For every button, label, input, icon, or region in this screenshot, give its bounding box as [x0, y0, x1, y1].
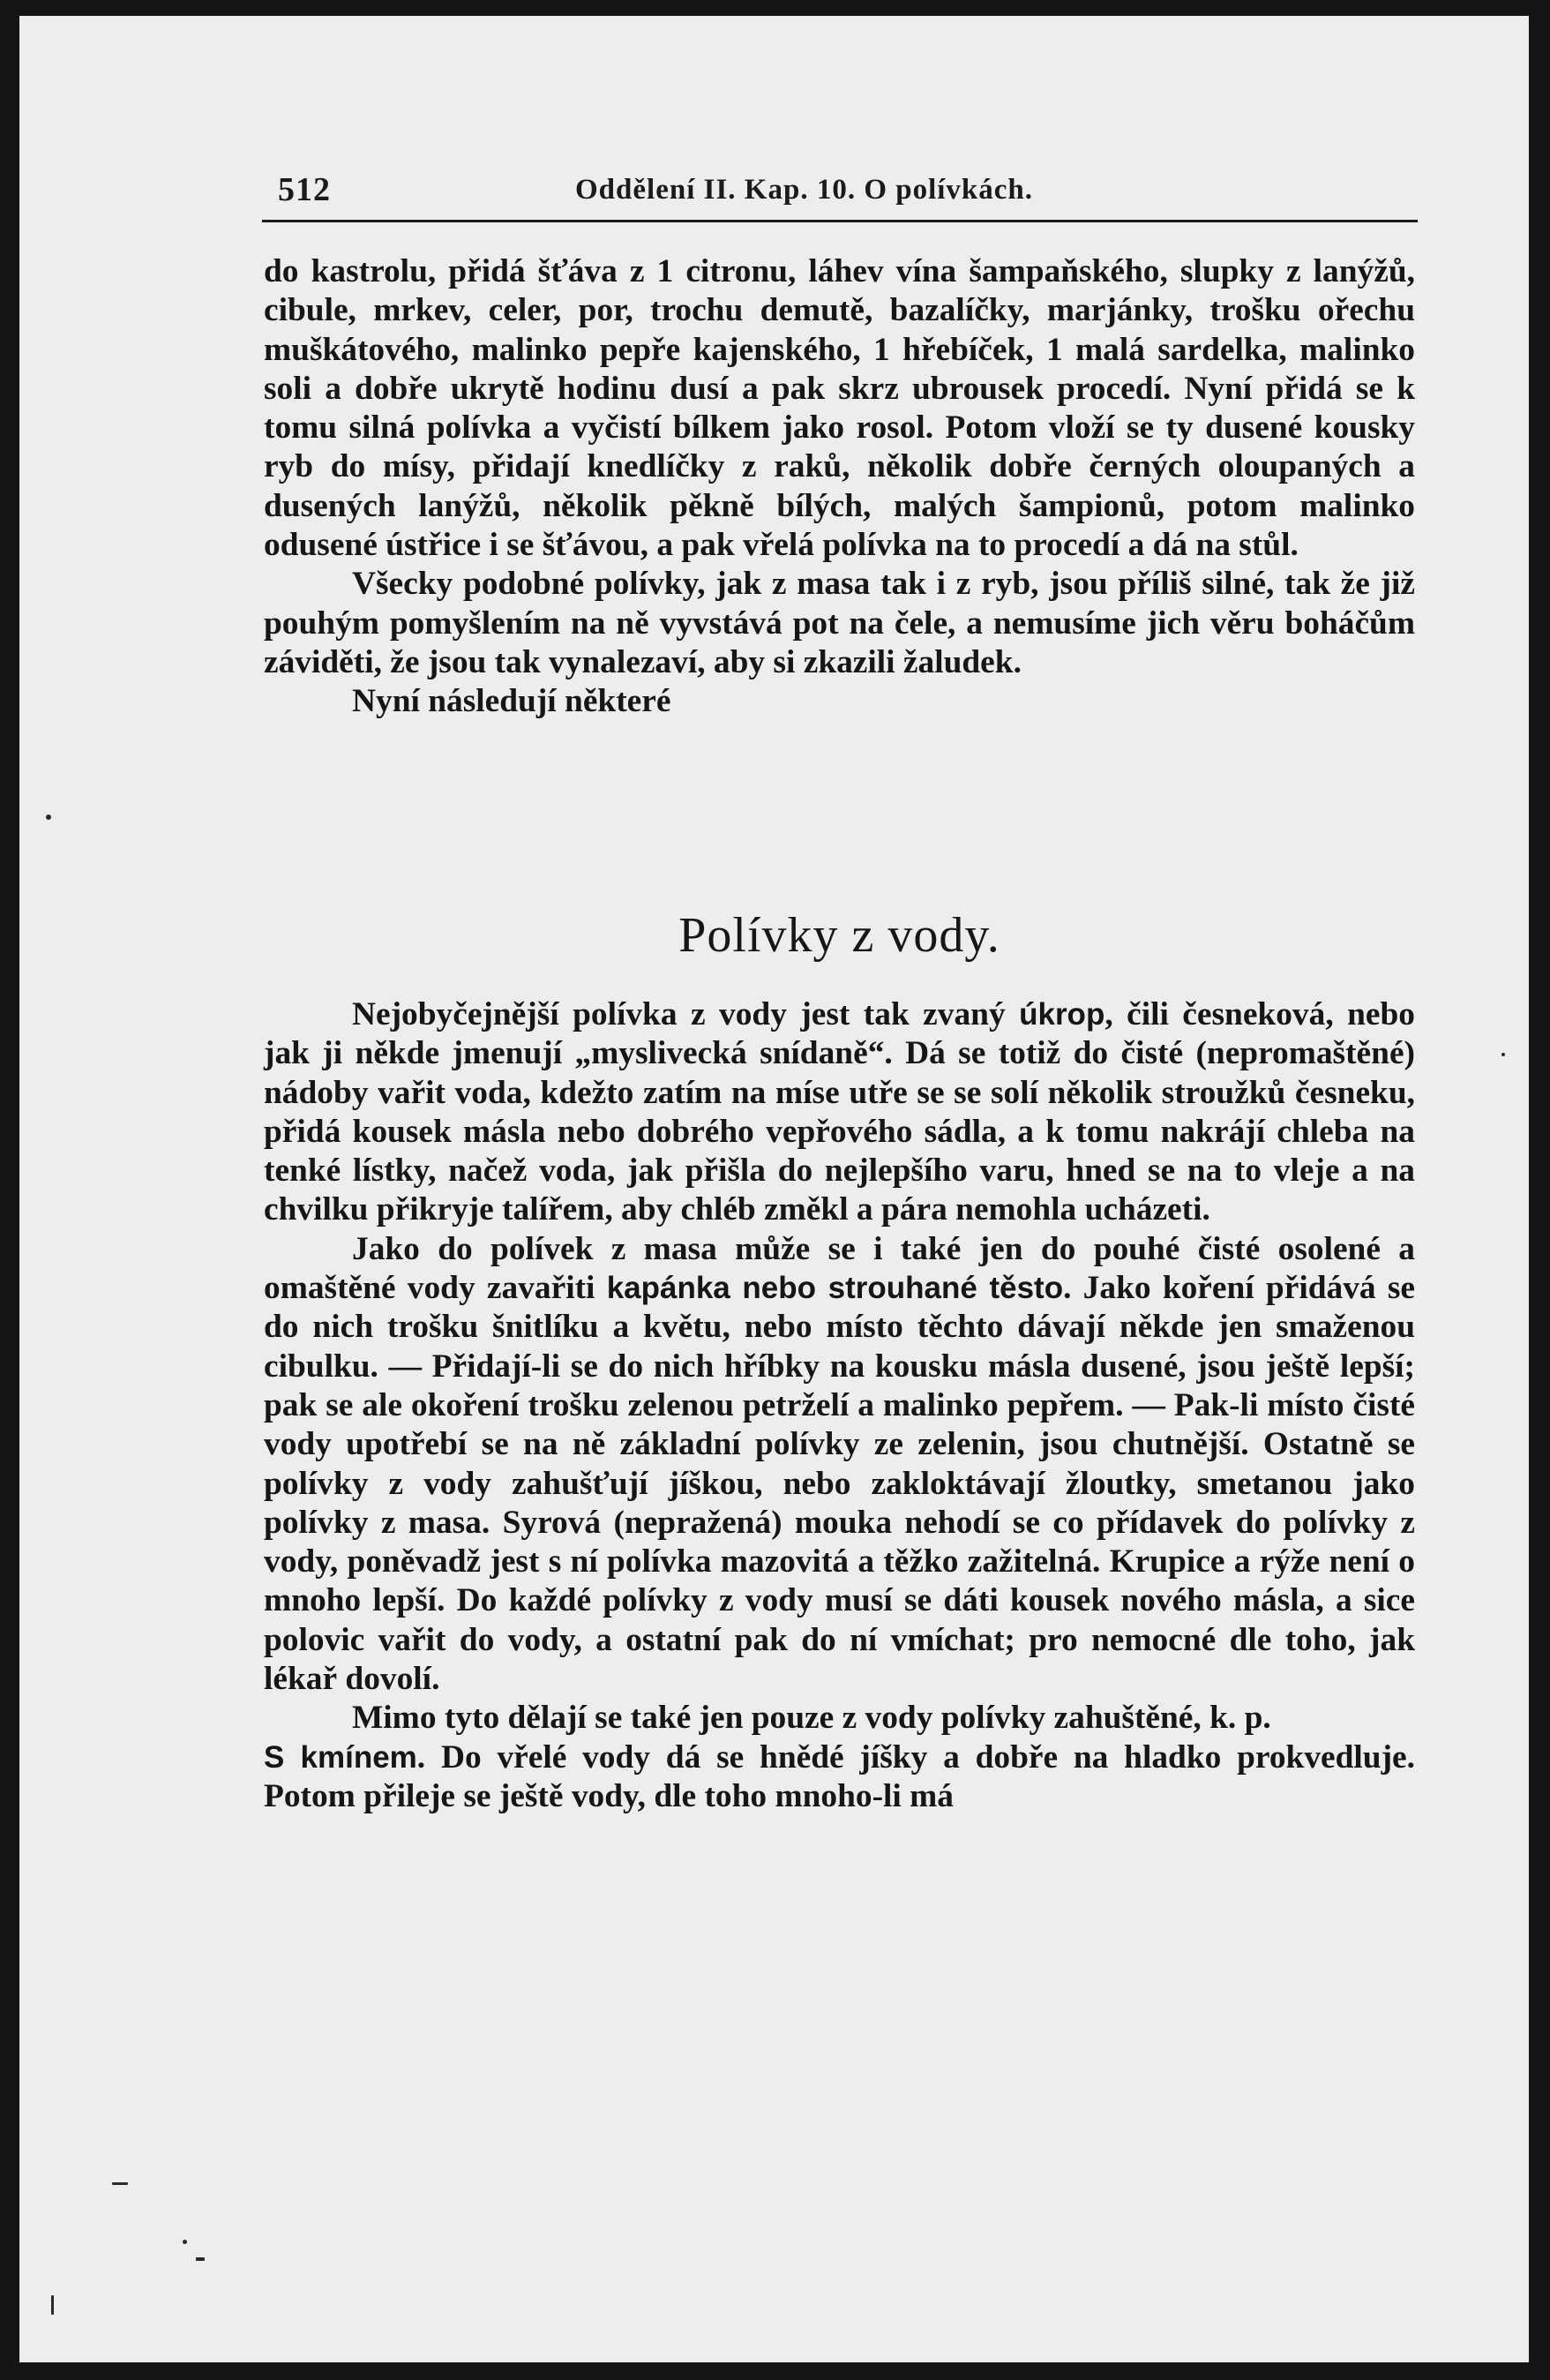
paragraph	[264, 1230, 1415, 1700]
emphasized-term: S kmínem	[264, 1739, 417, 1775]
paragraph-text: Jako do polívek z masa může se i také jen do pouhé čisté osolené a omaštěné vody zavařiti	[264, 1230, 1415, 1307]
scan-speck	[46, 815, 51, 820]
paragraph-text: Mimo tyto dělají se také jen pouze z vody polívky zahuštěné, k. p.	[352, 1700, 1271, 1737]
paragraph-text: Nejobyčejnější polívka z vody jest tak zvaný	[352, 996, 1020, 1032]
section-heading: Polívky z vody.	[678, 908, 1000, 963]
body-text-bottom	[264, 995, 1415, 1816]
emphasized-term: kapánka nebo strouhané těsto	[606, 1271, 1064, 1306]
scan-speck	[51, 2295, 54, 2315]
page-header	[262, 170, 1418, 222]
paragraph: Nyní následují některé	[352, 683, 671, 720]
paragraph-text: , čili česneková, nebo jak ji někde jmenují „myslivecká snídaně“. Dá se totiž do čisté (nepromaštěné) nádoby vařit voda, kdežto zatím na míse utře se se solí několik stroužků česneku, přidá kousek másla nebo dobrého vepřového sádla, a k tomu nakrájí chleba na tenké lístky, načež voda, jak přišla do nejlepšího varu, hned se na to vleje a na chvilku přikryje talířem, aby chléb změkl a pára nemohla ucházeti.	[264, 996, 1415, 1228]
paragraph	[264, 1738, 1415, 1817]
paragraph: do kastrolu, přidá šťáva z 1 citronu, láhev vína šampaňského, slupky z lanýžů, cibule, mrkev, celer, por, trochu demutě, bazalíčky, marjánky, trošku ořechu muškátového, malinko pepře kajenského, 1 hřebíček, 1 malá sardelka, malinko soli a dobře ukrytě hodinu dusí a pak skrz ubrousek procedí. Nyní přidá se k tomu silná polívka a vyčistí bílkem jako rosol. Potom vloží se ty dusené kousky ryb do mísy, přidají knedlíčky z raků, několik dobře černých oloupaných a dusených lanýžů, několik pěkně bílých, malých šampionů, potom malinko odusené ústřice i se šťávou, a pak vřelá polívka na to procedí a dá na stůl.	[264, 253, 1415, 564]
page-number: 512	[278, 171, 331, 208]
scan-speck	[1501, 1053, 1505, 1056]
running-title: Oddělení II. Kap. 10. O polívkách.	[575, 174, 1034, 206]
scan-speck	[183, 2240, 187, 2244]
paragraph	[264, 995, 1415, 1230]
paragraph-text: . Jako koření přidává se do nich trošku šnitlíku a květu, nebo místo těchto dávají někde jen smaženou cibulku. — Přidají-li se do nich hříbky na kousku másla dusené, jsou ještě lepší; pak se ale okoření trošku zelenou petrželí a malinko pepřem. — Pak-li místo čisté vody upotřebí se na ně základní polívky ze zelenin, jsou chutnější. Ostatně se polívky z vody zahušťují jíškou, nebo zakloktávají žloutky, smetanou jako polívky z masa. Syrová (nepražená) mouka nehodí se co přídavek do polívky z vody, poněvadž jest s ní polívka mazovitá a těžko zažitelná. Krupice a rýže není o mnoho lepší. Do každé polívky z vody musí se dáti kousek nového másla, a sice polovic vařit do vody, a ostatní pak do ní vmíchat; pro nemocné dle toho, jak lékař dovolí.	[264, 1270, 1415, 1698]
scan-speck	[112, 2182, 128, 2185]
scan-speck	[196, 2257, 205, 2261]
paragraph-text: . Do vřelé vody dá se hnědé jíšky a dobře na hladko prokvedluje. Potom přileje se ještě vody, dle toho mnoho-li má	[264, 1738, 1415, 1814]
body-text-top	[264, 252, 1415, 722]
emphasized-term: úkrop	[1019, 997, 1105, 1032]
paragraph	[264, 1699, 1415, 1738]
paragraph: Všecky podobné polívky, jak z masa tak i z ryb, jsou příliš silné, tak že již pouhým pomyšlením na ně vyvstává pot na čele, a nemusíme jich věru boháčům záviděti, že jsou tak vynalezaví, aby si zkazili žaludek.	[264, 566, 1415, 680]
book-page	[19, 16, 1529, 2362]
